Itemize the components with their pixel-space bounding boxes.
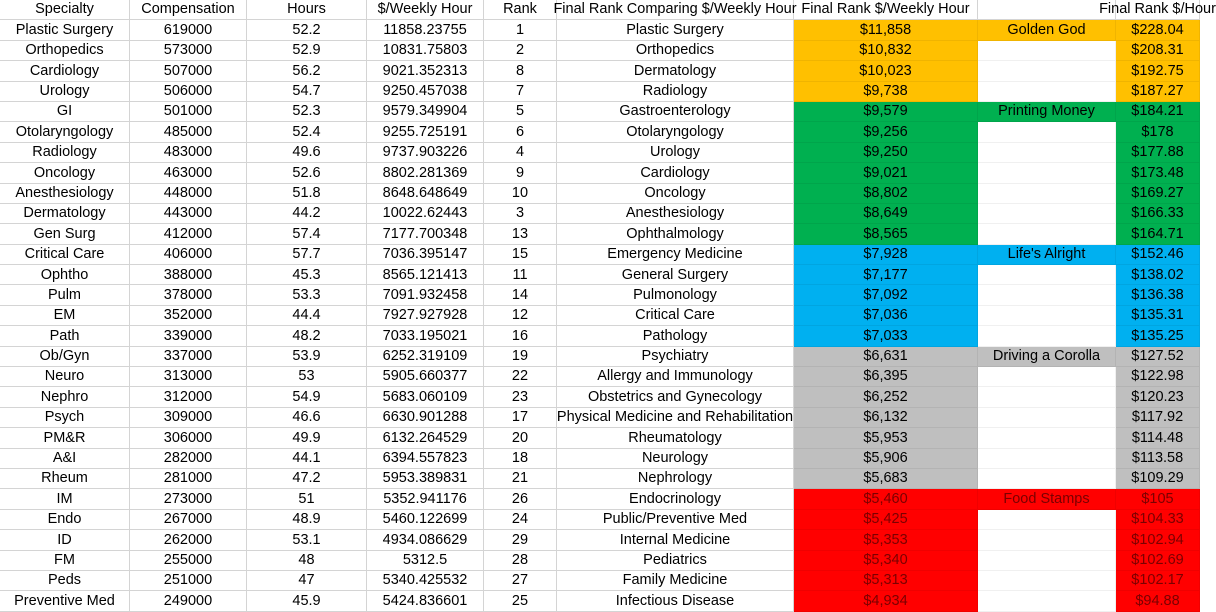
specialty-cell[interactable]: PM&R [0, 428, 130, 448]
final-hour-cell[interactable]: $105 [1116, 489, 1200, 509]
tier-label-cell[interactable]: Life's Alright [978, 245, 1116, 265]
compensation-cell[interactable]: 378000 [130, 285, 247, 305]
final-specialty-cell[interactable]: Physical Medicine and Rehabilitation [557, 408, 794, 428]
tier-label-cell[interactable] [978, 285, 1116, 305]
weekly-rate-cell[interactable]: 8565.121413 [367, 265, 484, 285]
final-specialty-cell[interactable]: Dermatology [557, 61, 794, 81]
compensation-cell[interactable]: 388000 [130, 265, 247, 285]
rank-cell[interactable]: 19 [484, 347, 557, 367]
compensation-cell[interactable]: 485000 [130, 122, 247, 142]
final-hour-cell[interactable]: $113.58 [1116, 449, 1200, 469]
compensation-cell[interactable]: 255000 [130, 551, 247, 571]
rank-cell[interactable]: 1 [484, 20, 557, 40]
final-weekly-cell[interactable]: $7,928 [794, 245, 978, 265]
final-hour-cell[interactable]: $138.02 [1116, 265, 1200, 285]
header-specialty[interactable]: Specialty [0, 0, 130, 20]
hours-cell[interactable]: 57.7 [247, 245, 367, 265]
final-weekly-cell[interactable]: $11,858 [794, 20, 978, 40]
specialty-cell[interactable]: Nephro [0, 387, 130, 407]
rank-cell[interactable]: 18 [484, 449, 557, 469]
specialty-cell[interactable]: Gen Surg [0, 224, 130, 244]
compensation-cell[interactable]: 313000 [130, 367, 247, 387]
final-hour-cell[interactable]: $164.71 [1116, 224, 1200, 244]
rank-cell[interactable]: 29 [484, 530, 557, 550]
specialty-cell[interactable]: Neuro [0, 367, 130, 387]
weekly-rate-cell[interactable]: 5312.5 [367, 551, 484, 571]
specialty-cell[interactable]: Radiology [0, 143, 130, 163]
header-hours[interactable]: Hours [247, 0, 367, 20]
final-hour-cell[interactable]: $102.69 [1116, 551, 1200, 571]
hours-cell[interactable]: 52.2 [247, 20, 367, 40]
tier-label-cell[interactable] [978, 367, 1116, 387]
tier-label-cell[interactable] [978, 184, 1116, 204]
tier-label-cell[interactable] [978, 143, 1116, 163]
rank-cell[interactable]: 4 [484, 143, 557, 163]
hours-cell[interactable]: 52.4 [247, 122, 367, 142]
tier-label-cell[interactable] [978, 326, 1116, 346]
final-specialty-cell[interactable]: Emergency Medicine [557, 245, 794, 265]
header-rank[interactable]: Rank [484, 0, 557, 20]
final-specialty-cell[interactable]: Family Medicine [557, 571, 794, 591]
specialty-cell[interactable]: Plastic Surgery [0, 20, 130, 40]
final-specialty-cell[interactable]: Public/Preventive Med [557, 510, 794, 530]
hours-cell[interactable]: 46.6 [247, 408, 367, 428]
tier-label-cell[interactable] [978, 571, 1116, 591]
compensation-cell[interactable]: 352000 [130, 306, 247, 326]
final-weekly-cell[interactable]: $10,023 [794, 61, 978, 81]
specialty-cell[interactable]: ID [0, 530, 130, 550]
compensation-cell[interactable]: 573000 [130, 41, 247, 61]
rank-cell[interactable]: 22 [484, 367, 557, 387]
tier-label-cell[interactable] [978, 61, 1116, 81]
compensation-cell[interactable]: 406000 [130, 245, 247, 265]
hours-cell[interactable]: 45.3 [247, 265, 367, 285]
header-tier[interactable] [978, 0, 1116, 20]
rank-cell[interactable]: 10 [484, 184, 557, 204]
final-hour-cell[interactable]: $184.21 [1116, 102, 1200, 122]
weekly-rate-cell[interactable]: 7177.700348 [367, 224, 484, 244]
compensation-cell[interactable]: 483000 [130, 143, 247, 163]
tier-label-cell[interactable] [978, 204, 1116, 224]
compensation-cell[interactable]: 282000 [130, 449, 247, 469]
final-hour-cell[interactable]: $102.17 [1116, 571, 1200, 591]
hours-cell[interactable]: 48 [247, 551, 367, 571]
final-weekly-cell[interactable]: $7,033 [794, 326, 978, 346]
weekly-rate-cell[interactable]: 7927.927928 [367, 306, 484, 326]
tier-label-cell[interactable]: Golden God [978, 20, 1116, 40]
specialty-cell[interactable]: A&I [0, 449, 130, 469]
weekly-rate-cell[interactable]: 9737.903226 [367, 143, 484, 163]
weekly-rate-cell[interactable]: 9021.352313 [367, 61, 484, 81]
weekly-rate-cell[interactable]: 6630.901288 [367, 408, 484, 428]
final-weekly-cell[interactable]: $4,934 [794, 591, 978, 611]
rank-cell[interactable]: 8 [484, 61, 557, 81]
final-weekly-cell[interactable]: $6,252 [794, 387, 978, 407]
final-hour-cell[interactable]: $192.75 [1116, 61, 1200, 81]
header-final-rank-hour[interactable]: Final Rank $/Hour [1116, 0, 1200, 20]
hours-cell[interactable]: 44.1 [247, 449, 367, 469]
compensation-cell[interactable]: 339000 [130, 326, 247, 346]
tier-label-cell[interactable] [978, 449, 1116, 469]
final-hour-cell[interactable]: $104.33 [1116, 510, 1200, 530]
compensation-cell[interactable]: 337000 [130, 347, 247, 367]
final-weekly-cell[interactable]: $5,460 [794, 489, 978, 509]
hours-cell[interactable]: 48.2 [247, 326, 367, 346]
final-specialty-cell[interactable]: Pulmonology [557, 285, 794, 305]
final-specialty-cell[interactable]: Internal Medicine [557, 530, 794, 550]
final-specialty-cell[interactable]: Allergy and Immunology [557, 367, 794, 387]
weekly-rate-cell[interactable]: 7091.932458 [367, 285, 484, 305]
weekly-rate-cell[interactable]: 9250.457038 [367, 82, 484, 102]
final-specialty-cell[interactable]: Neurology [557, 449, 794, 469]
weekly-rate-cell[interactable]: 6132.264529 [367, 428, 484, 448]
final-hour-cell[interactable]: $114.48 [1116, 428, 1200, 448]
rank-cell[interactable]: 5 [484, 102, 557, 122]
weekly-rate-cell[interactable]: 10022.62443 [367, 204, 484, 224]
final-weekly-cell[interactable]: $10,832 [794, 41, 978, 61]
hours-cell[interactable]: 56.2 [247, 61, 367, 81]
hours-cell[interactable]: 53.9 [247, 347, 367, 367]
final-weekly-cell[interactable]: $8,565 [794, 224, 978, 244]
header-final-rank-comparing[interactable]: Final Rank Comparing $/Weekly Hour [557, 0, 794, 20]
final-hour-cell[interactable]: $94.88 [1116, 591, 1200, 611]
weekly-rate-cell[interactable]: 7036.395147 [367, 245, 484, 265]
weekly-rate-cell[interactable]: 5352.941176 [367, 489, 484, 509]
weekly-rate-cell[interactable]: 5340.425532 [367, 571, 484, 591]
final-specialty-cell[interactable]: Urology [557, 143, 794, 163]
tier-label-cell[interactable] [978, 41, 1116, 61]
final-specialty-cell[interactable]: Critical Care [557, 306, 794, 326]
tier-label-cell[interactable] [978, 530, 1116, 550]
weekly-rate-cell[interactable]: 11858.23755 [367, 20, 484, 40]
final-weekly-cell[interactable]: $9,256 [794, 122, 978, 142]
hours-cell[interactable]: 51.8 [247, 184, 367, 204]
final-specialty-cell[interactable]: Cardiology [557, 163, 794, 183]
final-hour-cell[interactable]: $166.33 [1116, 204, 1200, 224]
compensation-cell[interactable]: 506000 [130, 82, 247, 102]
final-hour-cell[interactable]: $135.31 [1116, 306, 1200, 326]
final-weekly-cell[interactable]: $7,036 [794, 306, 978, 326]
rank-cell[interactable]: 17 [484, 408, 557, 428]
compensation-cell[interactable]: 448000 [130, 184, 247, 204]
final-specialty-cell[interactable]: Oncology [557, 184, 794, 204]
rank-cell[interactable]: 26 [484, 489, 557, 509]
final-weekly-cell[interactable]: $8,649 [794, 204, 978, 224]
final-specialty-cell[interactable]: Pediatrics [557, 551, 794, 571]
final-weekly-cell[interactable]: $5,313 [794, 571, 978, 591]
final-weekly-cell[interactable]: $5,953 [794, 428, 978, 448]
weekly-rate-cell[interactable]: 5953.389831 [367, 469, 484, 489]
final-weekly-cell[interactable]: $5,906 [794, 449, 978, 469]
final-hour-cell[interactable]: $109.29 [1116, 469, 1200, 489]
tier-label-cell[interactable]: Food Stamps [978, 489, 1116, 509]
rank-cell[interactable]: 27 [484, 571, 557, 591]
hours-cell[interactable]: 53.3 [247, 285, 367, 305]
final-hour-cell[interactable]: $177.88 [1116, 143, 1200, 163]
final-hour-cell[interactable]: $117.92 [1116, 408, 1200, 428]
hours-cell[interactable]: 44.2 [247, 204, 367, 224]
final-hour-cell[interactable]: $127.52 [1116, 347, 1200, 367]
final-specialty-cell[interactable]: Ophthalmology [557, 224, 794, 244]
compensation-cell[interactable]: 412000 [130, 224, 247, 244]
final-weekly-cell[interactable]: $5,683 [794, 469, 978, 489]
weekly-rate-cell[interactable]: 4934.086629 [367, 530, 484, 550]
hours-cell[interactable]: 57.4 [247, 224, 367, 244]
final-specialty-cell[interactable]: Rheumatology [557, 428, 794, 448]
specialty-cell[interactable]: GI [0, 102, 130, 122]
weekly-rate-cell[interactable]: 8802.281369 [367, 163, 484, 183]
final-specialty-cell[interactable]: Otolaryngology [557, 122, 794, 142]
tier-label-cell[interactable] [978, 428, 1116, 448]
weekly-rate-cell[interactable]: 5424.836601 [367, 591, 484, 611]
final-hour-cell[interactable]: $120.23 [1116, 387, 1200, 407]
specialty-cell[interactable]: Oncology [0, 163, 130, 183]
compensation-cell[interactable]: 262000 [130, 530, 247, 550]
compensation-cell[interactable]: 443000 [130, 204, 247, 224]
final-specialty-cell[interactable]: Infectious Disease [557, 591, 794, 611]
specialty-cell[interactable]: IM [0, 489, 130, 509]
final-specialty-cell[interactable]: Radiology [557, 82, 794, 102]
specialty-cell[interactable]: Preventive Med [0, 591, 130, 611]
tier-label-cell[interactable] [978, 551, 1116, 571]
weekly-rate-cell[interactable]: 5460.122699 [367, 510, 484, 530]
hours-cell[interactable]: 52.6 [247, 163, 367, 183]
compensation-cell[interactable]: 273000 [130, 489, 247, 509]
weekly-rate-cell[interactable]: 10831.75803 [367, 41, 484, 61]
specialty-cell[interactable]: Rheum [0, 469, 130, 489]
final-hour-cell[interactable]: $135.25 [1116, 326, 1200, 346]
specialty-cell[interactable]: FM [0, 551, 130, 571]
hours-cell[interactable]: 47.2 [247, 469, 367, 489]
final-weekly-cell[interactable]: $6,395 [794, 367, 978, 387]
hours-cell[interactable]: 52.9 [247, 41, 367, 61]
tier-label-cell[interactable] [978, 510, 1116, 530]
compensation-cell[interactable]: 306000 [130, 428, 247, 448]
rank-cell[interactable]: 9 [484, 163, 557, 183]
rank-cell[interactable]: 12 [484, 306, 557, 326]
hours-cell[interactable]: 49.6 [247, 143, 367, 163]
final-hour-cell[interactable]: $136.38 [1116, 285, 1200, 305]
compensation-cell[interactable]: 619000 [130, 20, 247, 40]
specialty-cell[interactable]: Peds [0, 571, 130, 591]
final-specialty-cell[interactable]: Pathology [557, 326, 794, 346]
final-hour-cell[interactable]: $208.31 [1116, 41, 1200, 61]
final-weekly-cell[interactable]: $9,579 [794, 102, 978, 122]
rank-cell[interactable]: 3 [484, 204, 557, 224]
final-weekly-cell[interactable]: $6,631 [794, 347, 978, 367]
tier-label-cell[interactable] [978, 591, 1116, 611]
final-specialty-cell[interactable]: Endocrinology [557, 489, 794, 509]
final-weekly-cell[interactable]: $5,425 [794, 510, 978, 530]
compensation-cell[interactable]: 249000 [130, 591, 247, 611]
final-weekly-cell[interactable]: $9,021 [794, 163, 978, 183]
final-weekly-cell[interactable]: $5,340 [794, 551, 978, 571]
compensation-cell[interactable]: 501000 [130, 102, 247, 122]
hours-cell[interactable]: 51 [247, 489, 367, 509]
final-specialty-cell[interactable]: Orthopedics [557, 41, 794, 61]
specialty-cell[interactable]: Endo [0, 510, 130, 530]
weekly-rate-cell[interactable]: 5905.660377 [367, 367, 484, 387]
final-weekly-cell[interactable]: $7,177 [794, 265, 978, 285]
rank-cell[interactable]: 7 [484, 82, 557, 102]
specialty-cell[interactable]: Anesthesiology [0, 184, 130, 204]
rank-cell[interactable]: 13 [484, 224, 557, 244]
rank-cell[interactable]: 28 [484, 551, 557, 571]
final-hour-cell[interactable]: $173.48 [1116, 163, 1200, 183]
tier-label-cell[interactable] [978, 122, 1116, 142]
rank-cell[interactable]: 24 [484, 510, 557, 530]
hours-cell[interactable]: 53.1 [247, 530, 367, 550]
final-weekly-cell[interactable]: $8,802 [794, 184, 978, 204]
weekly-rate-cell[interactable]: 6252.319109 [367, 347, 484, 367]
tier-label-cell[interactable] [978, 82, 1116, 102]
final-specialty-cell[interactable]: Plastic Surgery [557, 20, 794, 40]
tier-label-cell[interactable] [978, 306, 1116, 326]
rank-cell[interactable]: 15 [484, 245, 557, 265]
specialty-cell[interactable]: Path [0, 326, 130, 346]
hours-cell[interactable]: 49.9 [247, 428, 367, 448]
hours-cell[interactable]: 48.9 [247, 510, 367, 530]
tier-label-cell[interactable] [978, 387, 1116, 407]
rank-cell[interactable]: 23 [484, 387, 557, 407]
final-weekly-cell[interactable]: $6,132 [794, 408, 978, 428]
header-weekly-rate[interactable]: $/Weekly Hour [367, 0, 484, 20]
specialty-cell[interactable]: Pulm [0, 285, 130, 305]
rank-cell[interactable]: 16 [484, 326, 557, 346]
final-specialty-cell[interactable]: Psychiatry [557, 347, 794, 367]
final-specialty-cell[interactable]: Gastroenterology [557, 102, 794, 122]
tier-label-cell[interactable]: Printing Money [978, 102, 1116, 122]
specialty-cell[interactable]: Otolaryngology [0, 122, 130, 142]
rank-cell[interactable]: 11 [484, 265, 557, 285]
compensation-cell[interactable]: 281000 [130, 469, 247, 489]
rank-cell[interactable]: 21 [484, 469, 557, 489]
specialty-cell[interactable]: Critical Care [0, 245, 130, 265]
hours-cell[interactable]: 53 [247, 367, 367, 387]
compensation-cell[interactable]: 251000 [130, 571, 247, 591]
tier-label-cell[interactable] [978, 469, 1116, 489]
final-weekly-cell[interactable]: $5,353 [794, 530, 978, 550]
weekly-rate-cell[interactable]: 5683.060109 [367, 387, 484, 407]
rank-cell[interactable]: 6 [484, 122, 557, 142]
final-weekly-cell[interactable]: $9,250 [794, 143, 978, 163]
tier-label-cell[interactable] [978, 408, 1116, 428]
compensation-cell[interactable]: 267000 [130, 510, 247, 530]
compensation-cell[interactable]: 312000 [130, 387, 247, 407]
specialty-cell[interactable]: Dermatology [0, 204, 130, 224]
rank-cell[interactable]: 2 [484, 41, 557, 61]
hours-cell[interactable]: 47 [247, 571, 367, 591]
rank-cell[interactable]: 14 [484, 285, 557, 305]
final-hour-cell[interactable]: $228.04 [1116, 20, 1200, 40]
weekly-rate-cell[interactable]: 8648.648649 [367, 184, 484, 204]
hours-cell[interactable]: 45.9 [247, 591, 367, 611]
rank-cell[interactable]: 25 [484, 591, 557, 611]
tier-label-cell[interactable] [978, 163, 1116, 183]
final-hour-cell[interactable]: $102.94 [1116, 530, 1200, 550]
hours-cell[interactable]: 44.4 [247, 306, 367, 326]
final-hour-cell[interactable]: $169.27 [1116, 184, 1200, 204]
header-compensation[interactable]: Compensation [130, 0, 247, 20]
specialty-cell[interactable]: Orthopedics [0, 41, 130, 61]
header-final-rank-weekly[interactable]: Final Rank $/Weekly Hour [794, 0, 978, 20]
final-specialty-cell[interactable]: Anesthesiology [557, 204, 794, 224]
tier-label-cell[interactable]: Driving a Corolla [978, 347, 1116, 367]
tier-label-cell[interactable] [978, 265, 1116, 285]
tier-label-cell[interactable] [978, 224, 1116, 244]
specialty-cell[interactable]: EM [0, 306, 130, 326]
final-weekly-cell[interactable]: $7,092 [794, 285, 978, 305]
compensation-cell[interactable]: 463000 [130, 163, 247, 183]
specialty-cell[interactable]: Urology [0, 82, 130, 102]
weekly-rate-cell[interactable]: 6394.557823 [367, 449, 484, 469]
specialty-cell[interactable]: Psych [0, 408, 130, 428]
compensation-cell[interactable]: 507000 [130, 61, 247, 81]
specialty-cell[interactable]: Cardiology [0, 61, 130, 81]
final-specialty-cell[interactable]: General Surgery [557, 265, 794, 285]
final-hour-cell[interactable]: $187.27 [1116, 82, 1200, 102]
hours-cell[interactable]: 54.7 [247, 82, 367, 102]
specialty-cell[interactable]: Ob/Gyn [0, 347, 130, 367]
compensation-cell[interactable]: 309000 [130, 408, 247, 428]
final-specialty-cell[interactable]: Obstetrics and Gynecology [557, 387, 794, 407]
final-hour-cell[interactable]: $152.46 [1116, 245, 1200, 265]
final-specialty-cell[interactable]: Nephrology [557, 469, 794, 489]
final-weekly-cell[interactable]: $9,738 [794, 82, 978, 102]
specialty-cell[interactable]: Ophtho [0, 265, 130, 285]
hours-cell[interactable]: 52.3 [247, 102, 367, 122]
weekly-rate-cell[interactable]: 9579.349904 [367, 102, 484, 122]
hours-cell[interactable]: 54.9 [247, 387, 367, 407]
weekly-rate-cell[interactable]: 9255.725191 [367, 122, 484, 142]
final-hour-cell[interactable]: $122.98 [1116, 367, 1200, 387]
weekly-rate-cell[interactable]: 7033.195021 [367, 326, 484, 346]
final-hour-cell[interactable]: $178 [1116, 122, 1200, 142]
rank-cell[interactable]: 20 [484, 428, 557, 448]
